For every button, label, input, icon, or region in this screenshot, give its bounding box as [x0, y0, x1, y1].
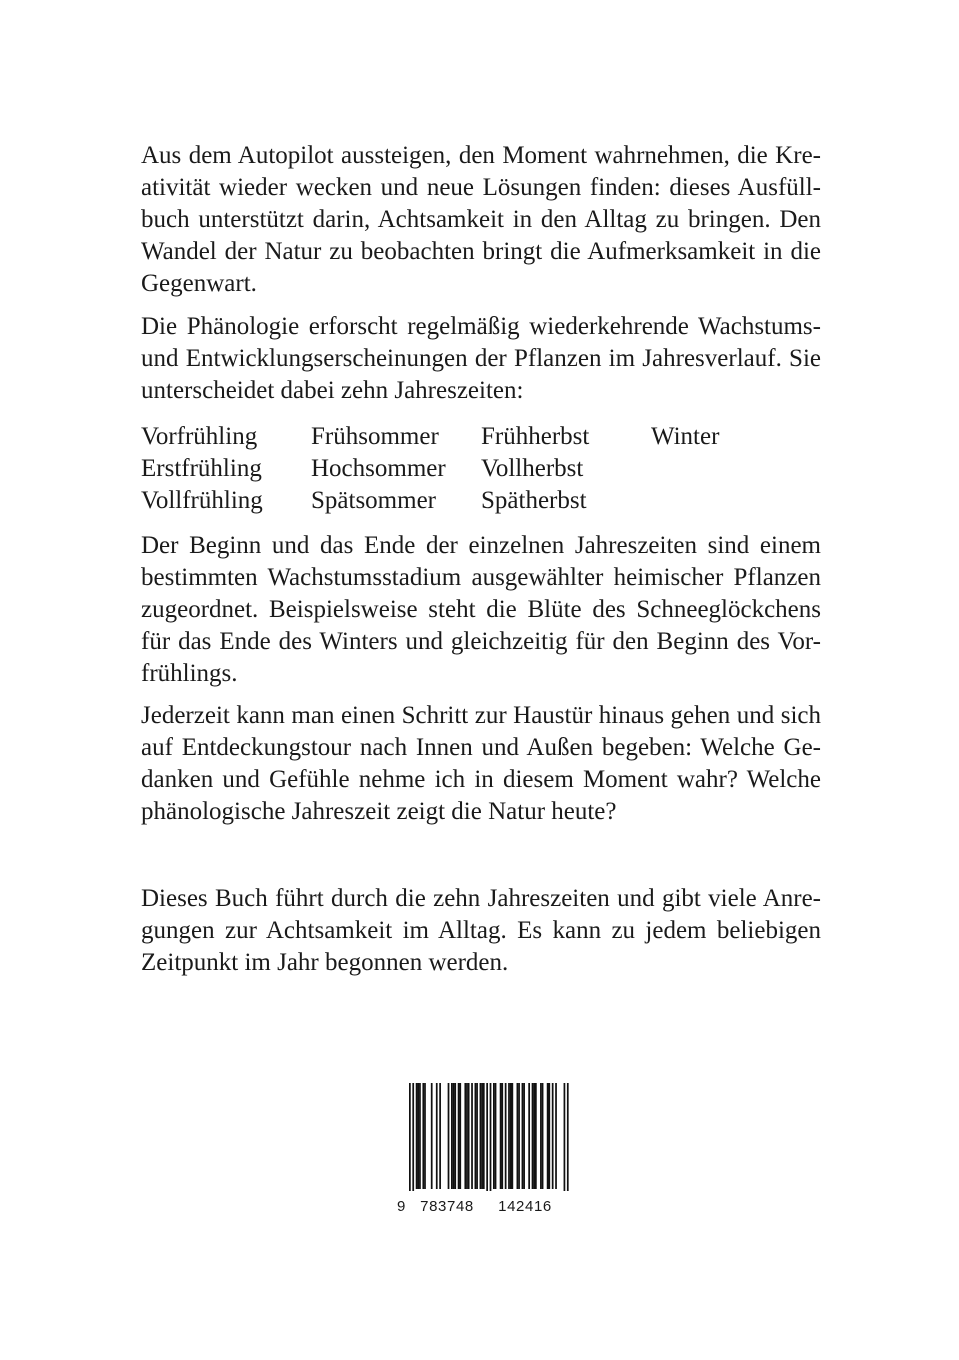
barcode-bar [454, 1083, 456, 1189]
barcode-bar [493, 1083, 495, 1189]
barcode-bar [483, 1083, 485, 1189]
barcode-bar [417, 1083, 419, 1189]
barcode-bar [459, 1083, 461, 1189]
text-line: und Entwicklungserscheinungen der Pflanzen im Jahresverlauf. Sie [141, 345, 821, 372]
barcode-bar [476, 1083, 478, 1189]
barcode-bar [431, 1083, 433, 1189]
text-line: Zeitpunkt im Jahr begonnen werden. [141, 949, 509, 976]
barcode-guard-bar [486, 1083, 488, 1201]
barcode-bar [508, 1083, 510, 1189]
barcode-bar [510, 1083, 512, 1189]
barcode-bar [533, 1083, 535, 1189]
barcode-bar [451, 1083, 453, 1189]
barcode-bar [468, 1083, 470, 1189]
text-line: Der Beginn und das Ende der einzelnen Jahreszeiten sind einem [141, 532, 821, 559]
barcode-bar [471, 1083, 473, 1189]
season-label [651, 485, 821, 517]
seasons-row [141, 421, 821, 453]
season-label: Winter [651, 423, 720, 450]
season-label: Vollfrühling [141, 487, 263, 514]
paragraph-phenology [141, 311, 821, 407]
barcode-guard-bar [567, 1083, 569, 1201]
barcode-guard-bar [490, 1083, 492, 1201]
barcode-guard-bar [564, 1083, 566, 1201]
barcode-bar [547, 1083, 549, 1189]
barcode-bar [500, 1083, 502, 1189]
text-line: ativität wieder wecken und neue Lösungen finden: dieses Ausfüll- [141, 174, 821, 201]
barcode-bar [453, 1083, 455, 1189]
season-label: Spätsommer [311, 487, 436, 514]
barcode-bar [501, 1083, 503, 1189]
barcode-bar [422, 1083, 424, 1189]
barcode-bar [419, 1083, 421, 1189]
paragraph-intro [141, 140, 821, 300]
season-label: Frühherbst [481, 423, 590, 450]
barcode-bar [439, 1083, 441, 1189]
season-label: Spätherbst [481, 487, 587, 514]
barcode-left-digits: 783748 [420, 1198, 474, 1215]
text-line: Wandel der Natur zu beobachten bringt die Aufmerksamkeit in die [141, 238, 821, 265]
barcode-bar [518, 1083, 520, 1189]
barcode-guard-bar [409, 1083, 411, 1201]
text-line: Aus dem Autopilot aussteigen, den Moment wahrnehmen, die Kre- [141, 142, 821, 169]
barcode-bar [522, 1083, 524, 1189]
barcode-bar [436, 1083, 438, 1189]
barcode-bar [535, 1083, 537, 1189]
text-line: Jederzeit kann man einen Schritt zur Haustür hinaus gehen und sich [141, 702, 821, 729]
barcode-bar [448, 1083, 450, 1189]
text-line: gungen zur Achtsamkeit im Alltag. Es kann zu jedem beliebigen [141, 917, 821, 944]
paragraph-season-markers [141, 530, 821, 690]
text-line: zugeordnet. Beispielsweise steht die Blüte des Schneeglöckchens [141, 596, 821, 623]
season-label: Erstfrühling [141, 455, 262, 482]
barcode-first-digit: 9 [397, 1198, 406, 1215]
barcode-bar [555, 1083, 557, 1189]
barcode-guard-bar [412, 1083, 414, 1201]
barcode-bar [511, 1083, 513, 1189]
barcode-bar [552, 1083, 554, 1189]
barcode-bar [548, 1083, 550, 1189]
text-line: unterscheidet dabei zehn Jahreszeiten: [141, 377, 524, 404]
text-line: danken und Gefühle nehme ich in diesem Moment wahr? Welche [141, 766, 821, 793]
seasons-table [141, 421, 821, 517]
barcode-bar [466, 1083, 468, 1189]
barcode-bar [528, 1083, 530, 1189]
barcode-bar [481, 1083, 483, 1189]
barcode-bar [505, 1083, 507, 1189]
barcode-bar [458, 1083, 460, 1189]
text-line: frühlings. [141, 660, 238, 687]
text-line: für das Ende des Winters und gleichzeitig für den Beginn des Vor- [141, 628, 821, 655]
seasons-row [141, 485, 821, 517]
text-line: Die Phänologie erforscht regelmäßig wiederkehrende Wachstums- [141, 313, 821, 340]
text-line: Dieses Buch führt durch die zehn Jahreszeiten und gibt viele Anre- [141, 885, 821, 912]
barcode-right-digits: 142416 [498, 1198, 552, 1215]
barcode-bar [475, 1083, 477, 1189]
season-label [651, 453, 821, 485]
barcode-bar [424, 1083, 426, 1189]
barcode-bar [517, 1083, 519, 1189]
season-label: Vollherbst [481, 455, 584, 482]
text-line: auf Entdeckungstour nach Innen und Außen begeben: Welche Ge- [141, 734, 821, 761]
barcode-bar [495, 1083, 497, 1189]
text-line: bestimmten Wachstumsstadium ausgewählter heimischer Pflanzen [141, 564, 821, 591]
barcode-bar [542, 1083, 544, 1189]
paragraph-book-summary [141, 883, 821, 979]
barcode-bar [523, 1083, 525, 1189]
text-line: phänologische Jahreszeit zeigt die Natur heute? [141, 798, 617, 825]
season-label: Frühsommer [311, 423, 439, 450]
text-line: Gegenwart. [141, 270, 257, 297]
isbn-barcode [395, 1083, 573, 1218]
barcode-graphic [395, 1083, 573, 1218]
barcode-bar [464, 1083, 466, 1189]
season-label: Vorfrühling [141, 423, 258, 450]
text-line: buch unterstützt darin, Achtsamkeit in den Alltag zu bringen. Den [141, 206, 821, 233]
barcode-bar [540, 1083, 542, 1189]
paragraph-exploration [141, 700, 821, 828]
season-label: Hochsommer [311, 455, 446, 482]
barcode-bar [416, 1083, 418, 1189]
barcode-bar [480, 1083, 482, 1189]
seasons-row [141, 453, 821, 485]
barcode-bar [532, 1083, 534, 1189]
